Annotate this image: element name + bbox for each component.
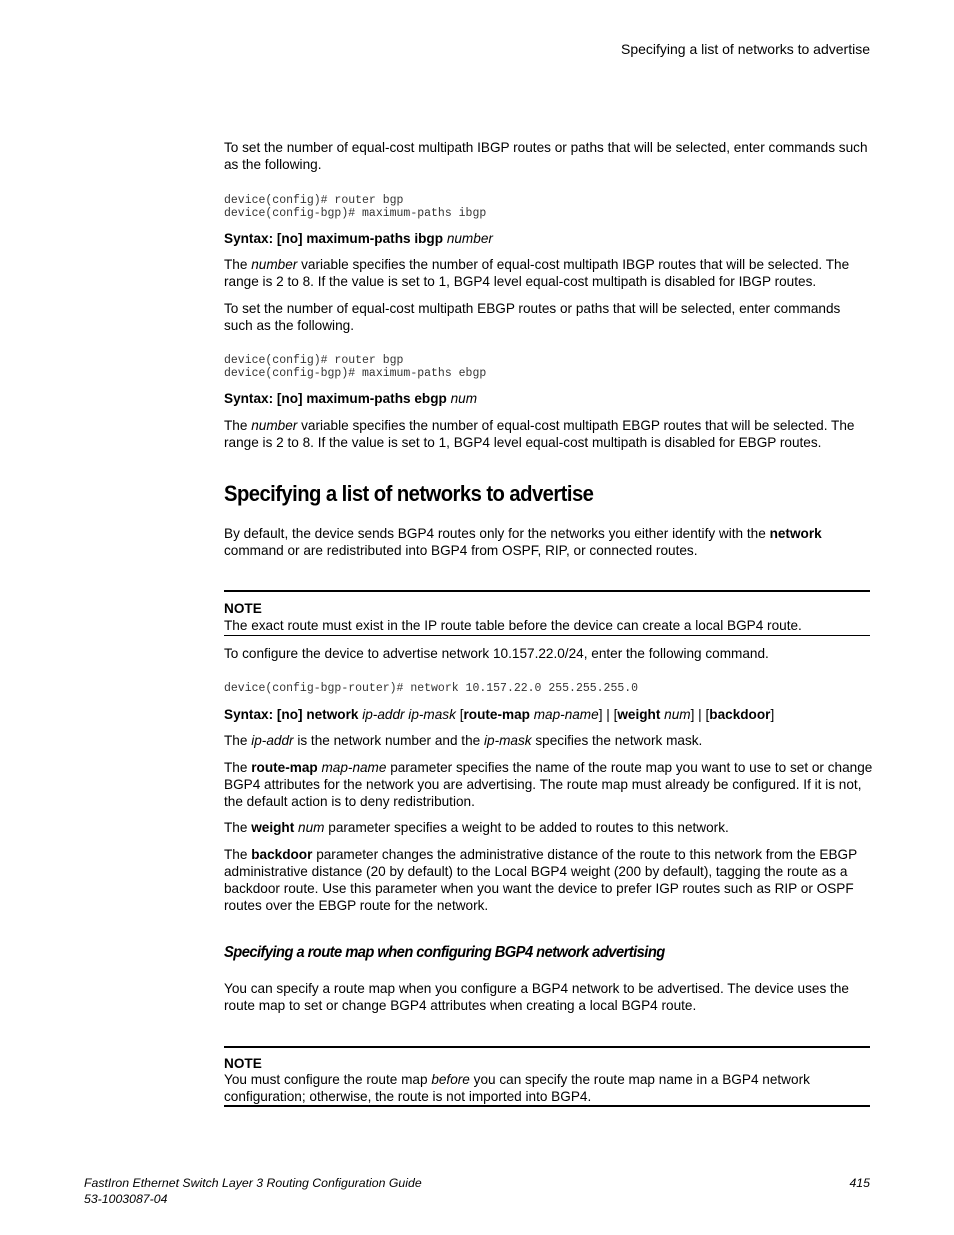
note1-label-text: NOTE	[224, 601, 262, 616]
note2-label-text: NOTE	[224, 1056, 262, 1071]
note2-post: you can specify the route map name in a BGP4 network configuration; otherwise, the route is not imported into BGP4.	[224, 1072, 810, 1104]
ebgp-description	[224, 417, 874, 451]
subsection-intro: You can specify a route map when you configure a BGP4 network to be advertised. The device uses the route map to set or change BGP4 attributes when creating a local BGP4 route.	[224, 981, 849, 1013]
footer-doc-title: FastIron Ethernet Switch Layer 3 Routing Configuration Guide	[84, 1176, 422, 1190]
ebgp-intro: To set the number of equal-cost multipath EBGP routes or paths that will be selected, enter commands such as the following.	[224, 301, 841, 333]
ipaddr-pre: The	[224, 733, 248, 748]
network-syntax-p3: num	[664, 707, 691, 722]
network-syntax-b4: ]	[770, 707, 775, 722]
note2-pre: You must configure the route map	[224, 1072, 428, 1087]
ibgp-intro: To set the number of equal-cost multipath IBGP routes or paths that will be selected, enter commands such as the following.	[224, 140, 868, 172]
ipaddr-post: specifies the network mask.	[535, 733, 703, 748]
ibgp-code-block: device(config)# router bgp device(config-bgp)# maximum-paths ibgp	[224, 194, 487, 220]
ipaddr-v1: ip-addr	[251, 733, 294, 748]
note2-text	[224, 1071, 870, 1105]
configure-text: To configure the device to advertise network 10.157.22.0/24, enter the following command.	[224, 646, 769, 661]
ibgp-desc-var: number	[251, 257, 298, 272]
footer-doc-number: 53-1003087-04	[84, 1192, 168, 1206]
backdoor-keyword: backdoor	[251, 847, 313, 862]
network-code-block: device(config-bgp-router)# network 10.157.22.0 255.255.255.0	[224, 682, 639, 695]
note1-label	[224, 600, 262, 617]
network-syntax-p1: ip-addr ip-mask	[362, 707, 456, 722]
running-header: Specifying a list of networks to advertise	[620, 41, 870, 57]
routemap-description	[224, 759, 874, 810]
note2-bottom-rule	[224, 1105, 870, 1107]
section-intro-pre: By default, the device sends BGP4 routes only for the networks you either identify with the	[224, 526, 766, 541]
ibgp-desc-post: variable specifies the number of equal-cost multipath IBGP routes that will be selected. The range is 2 to 8. If the value is set to 1, BGP4 level equal-cost multipath is disabled for IBGP routes.	[224, 257, 850, 289]
network-syntax	[224, 706, 870, 723]
routemap-keyword: route-map	[251, 760, 318, 775]
weight-post: parameter specifies a weight to be added to routes to this network.	[328, 820, 729, 835]
section-intro	[224, 525, 870, 559]
network-syntax-b1: [	[459, 707, 464, 722]
network-syntax-k2: weight	[617, 707, 661, 722]
network-syntax-label: Syntax: [no] network	[224, 707, 359, 722]
section-title: Specifying a list of networks to advertise	[224, 481, 594, 506]
ebgp-syntax	[224, 390, 870, 407]
network-syntax-k1: route-map	[463, 707, 530, 722]
footer-page-number: 415	[849, 1176, 870, 1190]
ibgp-syntax-param: number	[446, 231, 493, 246]
note1-text: The exact route must exist in the IP route table before the device can create a local BGP4 route.	[224, 618, 802, 633]
note2-top-rule	[224, 1046, 870, 1048]
network-syntax-b2: ] | [	[598, 707, 618, 722]
ibgp-description	[224, 256, 874, 290]
routemap-pre: The	[224, 760, 248, 775]
ibgp-desc-pre: The	[224, 257, 248, 272]
ebgp-syntax-param: num	[450, 391, 478, 406]
subsection-title: Specifying a route map when configuring BGP4 network advertising	[224, 944, 665, 961]
weight-description	[224, 819, 870, 836]
section-intro-keyword: network	[769, 526, 822, 541]
note2-em: before	[431, 1072, 470, 1087]
note2-label	[224, 1055, 262, 1072]
network-syntax-k3: backdoor	[709, 707, 771, 722]
network-syntax-b3: ] | [	[690, 707, 710, 722]
ebgp-syntax-label: Syntax: [no] maximum-paths ebgp	[224, 391, 447, 406]
ibgp-syntax-label: Syntax: [no] maximum-paths ibgp	[224, 231, 444, 246]
backdoor-post: parameter changes the administrative distance of the route to this network from the EBGP administrative distance (20 by default) to the Local BGP4 weight (200 by default), tagging the route as a backdoor route. Use this parameter when you want the device to prefer IGP routes such as RIP or OSPF routes over the EBGP route for the network.	[224, 847, 857, 913]
section-intro-post: command or are redistributed into BGP4 from OSPF, RIP, or connected routes.	[224, 543, 698, 558]
ebgp-code-block: device(config)# router bgp device(config-bgp)# maximum-paths ebgp	[224, 354, 487, 380]
weight-keyword: weight	[251, 820, 295, 835]
routemap-var: map-name	[321, 760, 387, 775]
weight-var: num	[298, 820, 325, 835]
backdoor-pre: The	[224, 847, 248, 862]
network-syntax-p2: map-name	[533, 707, 599, 722]
weight-pre: The	[224, 820, 248, 835]
routemap-post: parameter specifies the name of the route map you want to use to set or change BGP4 attributes for the network you are advertising. The route map must already be configured. If it is not, the default action is to deny redistribution.	[224, 760, 873, 809]
note1-top-rule	[224, 590, 870, 592]
ebgp-desc-var: number	[251, 418, 298, 433]
ebgp-desc-pre: The	[224, 418, 248, 433]
ipaddr-mid: is the network number and the	[297, 733, 481, 748]
ibgp-syntax	[224, 230, 870, 247]
ipaddr-description	[224, 732, 870, 749]
note1-bottom-rule	[224, 635, 870, 636]
backdoor-description	[224, 846, 870, 914]
ebgp-desc-post: variable specifies the number of equal-cost multipath EBGP routes that will be selected. The range is 2 to 8. If the value is set to 1, BGP4 level equal-cost multipath is disabled for EBGP routes.	[224, 418, 855, 450]
ipaddr-v2: ip-mask	[483, 733, 532, 748]
